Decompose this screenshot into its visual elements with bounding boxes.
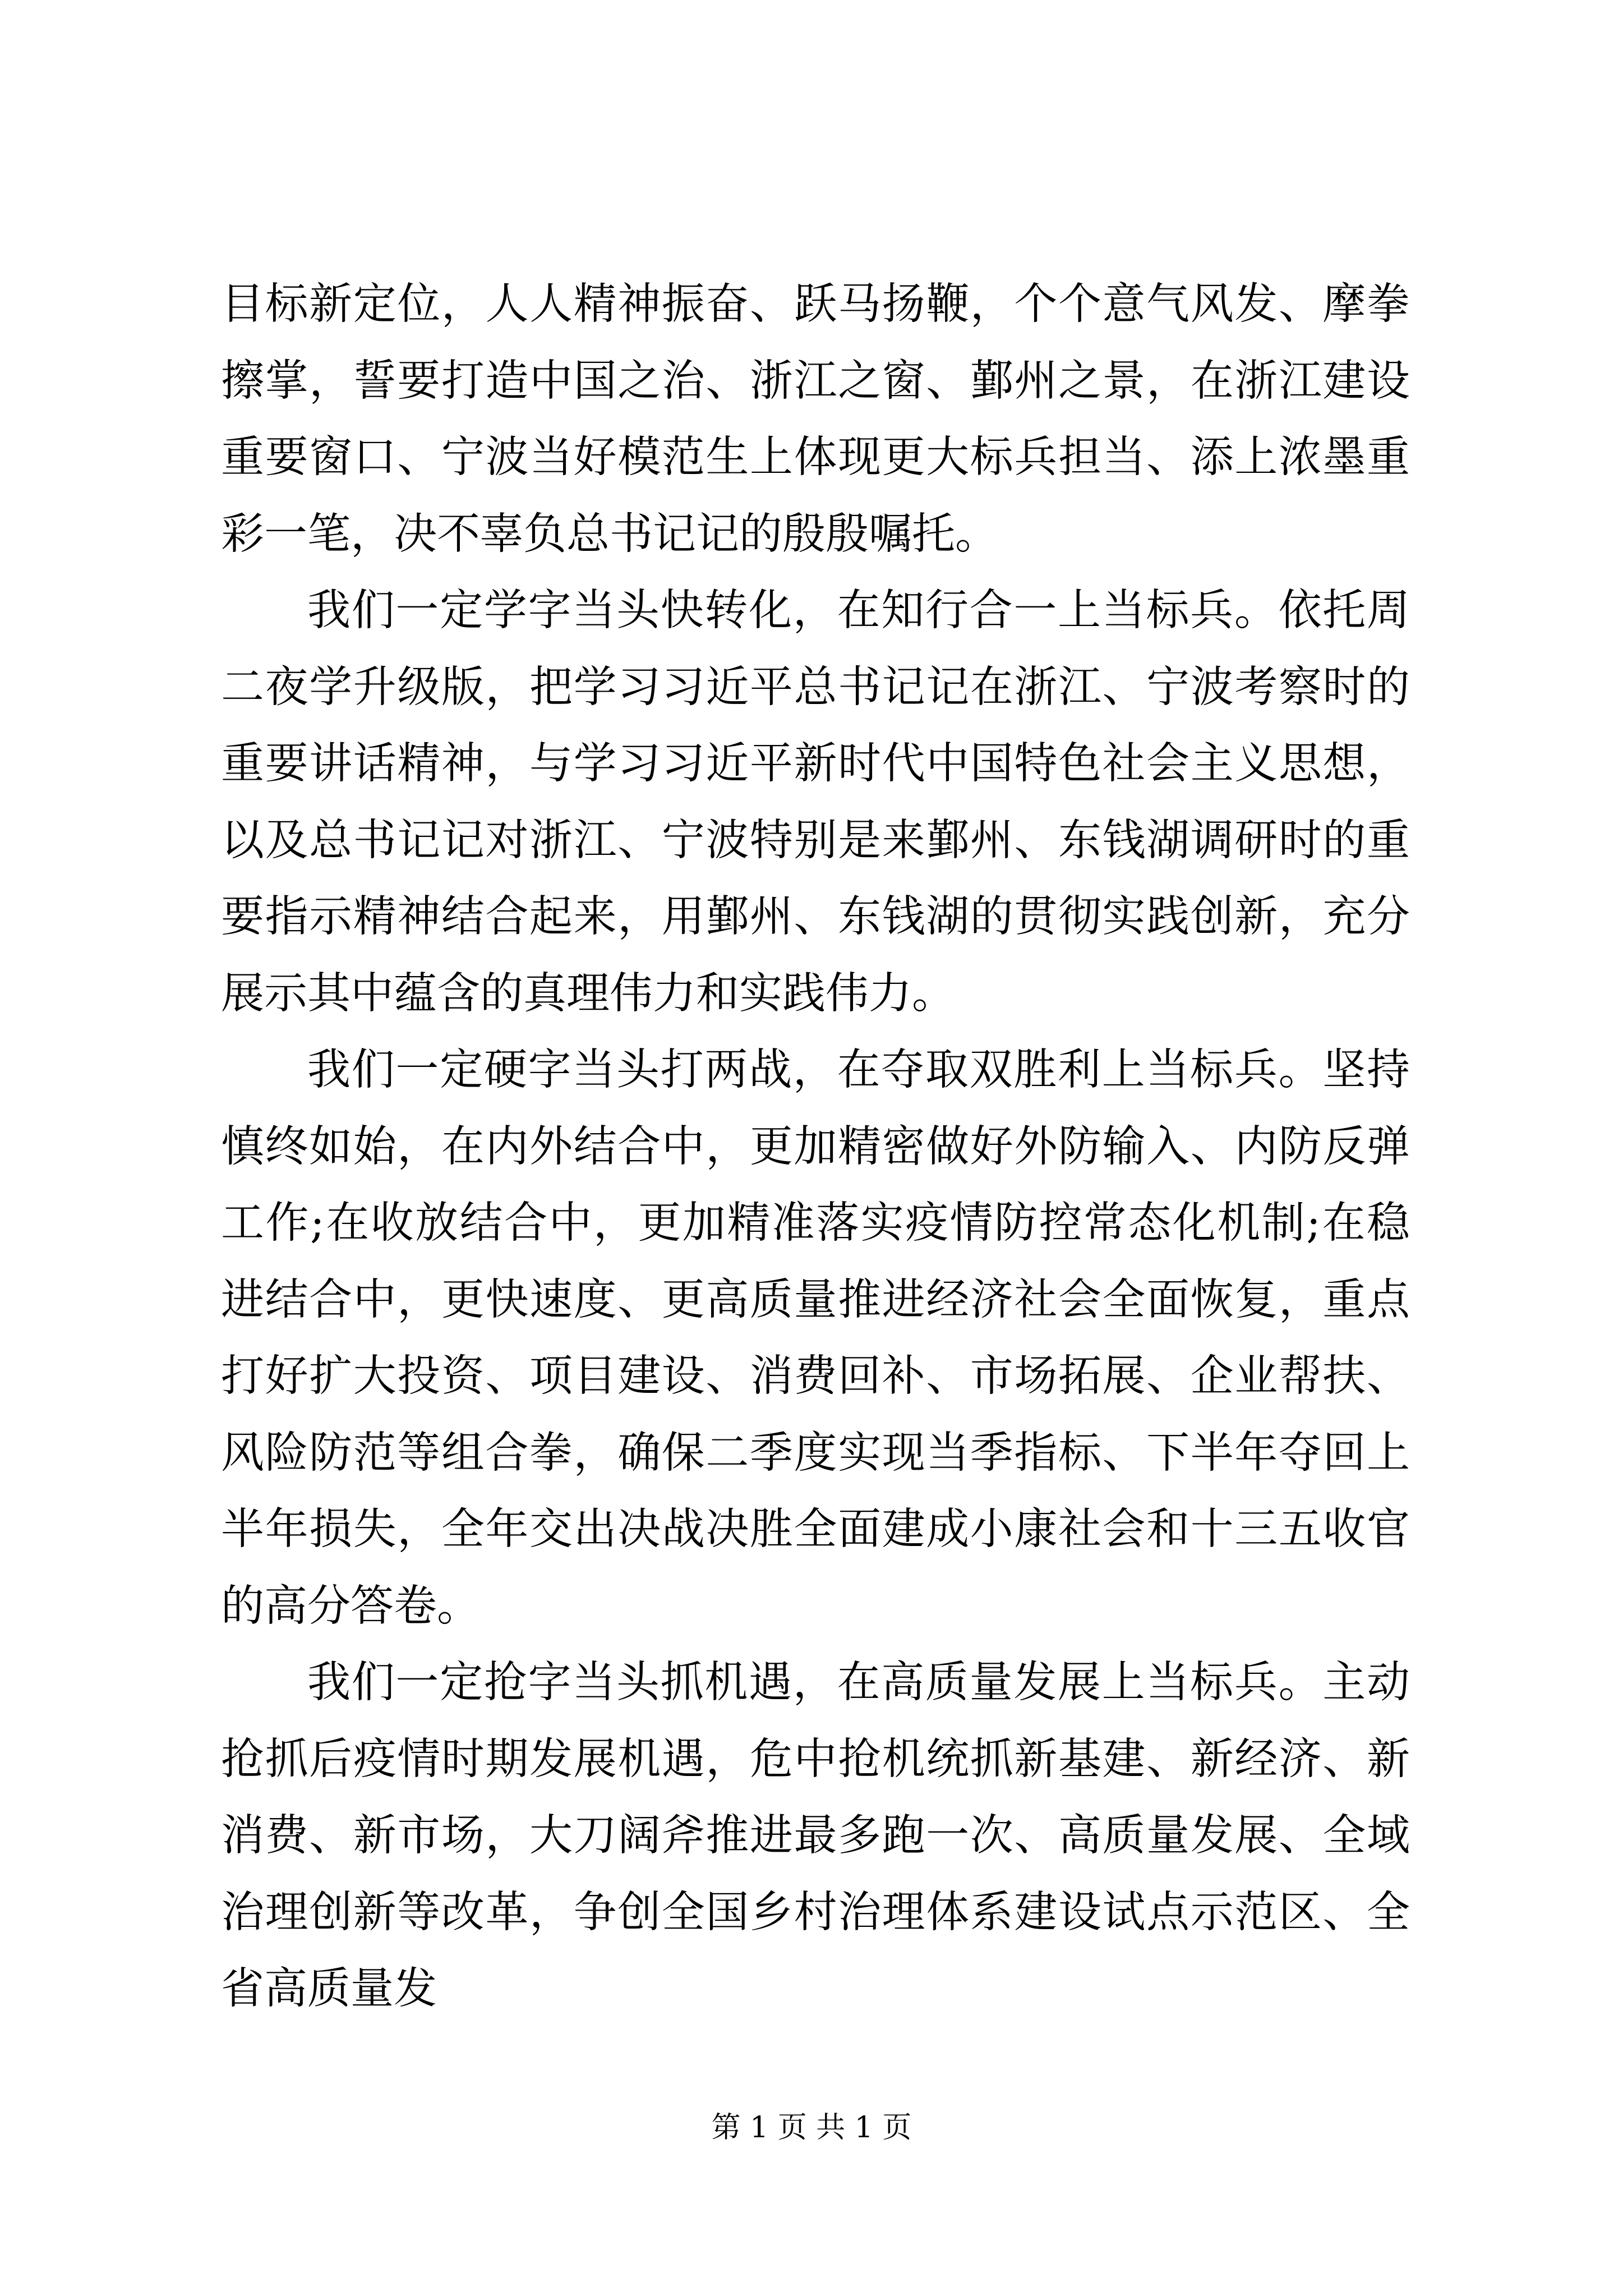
- paragraph-study: 我们一定学字当头快转化，在知行合一上当标兵。依托周二夜学升级版，把学习习近平总书记记在浙江、宁波考察时的重要讲话精神，与学习习近平新时代中国特色社会主义思想，以及总书记记对浙江、宁波特别是来鄞州、东钱湖调研时的重要指示精神结合起来，用鄞州、东钱湖的贯彻实践创新，充分展示其中蕴含的真理伟力和实践伟力。: [221, 586, 1410, 1019]
- paragraph-two-battles: 我们一定硬字当头打两战，在夺取双胜利上当标兵。坚持慎终如始，在内外结合中，更加精密做好外防输入、内防反弹工作;在收放结合中，更加精准落实疫情防控常态化机制;在稳进结合中，更快速度、更高质量推进经济社会全面恢复，重点打好扩大投资、项目建设、消费回补、市场拓展、企业帮扶、风险防范等组合拳，确保二季度实现当季指标、下半年夺回上半年损失，全年交出决战决胜全面建成小康社会和十三五收官的高分答卷。: [221, 1045, 1410, 1631]
- paragraph-continuation: 目标新定位，人人精神振奋、跃马扬鞭，个个意气风发、摩拳擦掌，誓要打造中国之治、浙江之窗、鄞州之景，在浙江建设重要窗口、宁波当好模范生上体现更大标兵担当、添上浓墨重彩一笔，决不辜负总书记记的殷殷嘱托。: [221, 279, 1410, 559]
- document-body: [221, 266, 1410, 2028]
- page-footer: 第 1 页 共 1 页: [711, 2111, 912, 2145]
- paragraph-opportunity: 我们一定抢字当头抓机遇，在高质量发展上当标兵。主动抢抓后疫情时期发展机遇，危中抢机统抓新基建、新经济、新消费、新市场，大刀阔斧推进最多跑一次、高质量发展、全域治理创新等改革，争创全国乡村治理体系建设试点示范区、全省高质量发: [221, 1658, 1410, 2014]
